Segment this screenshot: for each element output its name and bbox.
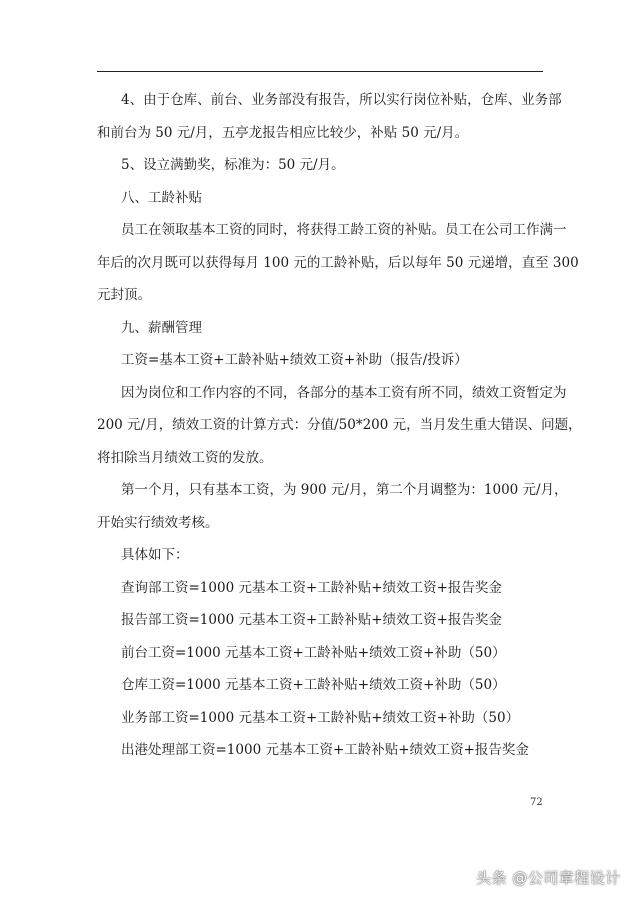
salary-item: 仓库工资=1000 元基本工资+工龄补贴+绩效工资+补助（50） bbox=[121, 677, 506, 693]
body-line: 将扣除当月绩效工资的发放。 bbox=[97, 449, 273, 466]
section-heading-seniority-allowance: 八、工龄补贴 bbox=[121, 189, 202, 206]
body-line: 具体如下： bbox=[121, 547, 189, 563]
document-body bbox=[97, 84, 582, 767]
salary-formula: 工资=基本工资+工龄补贴+绩效工资+补助（报告/投诉） bbox=[121, 352, 468, 368]
salary-item: 报告部工资=1000 元基本工资+工龄补贴+绩效工资+报告奖金 bbox=[121, 612, 502, 628]
body-line: 因为岗位和工作内容的不同，各部分的基本工资有所不同，绩效工资暂定为 bbox=[121, 384, 567, 401]
body-line: 元封顶。 bbox=[97, 287, 151, 303]
salary-item: 业务部工资=1000 元基本工资+工龄补贴+绩效工资+补助（50） bbox=[121, 709, 520, 726]
page-number: 72 bbox=[530, 797, 543, 808]
section-heading-salary-management: 九、薪酬管理 bbox=[121, 319, 202, 336]
watermark: 头条 @公司章程设计 bbox=[476, 869, 621, 887]
body-line: 员工在领取基本工资的同时，将获得工龄工资的补贴。员工在公司工作满一 bbox=[121, 222, 567, 238]
body-line: 200 元/月，绩效工资的计算方式：分值/50*200 元，当月发生重大错误、问题， bbox=[97, 417, 582, 433]
body-line: 和前台为 50 元/月，五亭龙报告相应比较少，补贴 50 元/月。 bbox=[97, 124, 469, 141]
body-line: 5、设立满勤奖，标准为：50 元/月。 bbox=[121, 157, 345, 173]
body-line: 4、由于仓库、前台、业务部没有报告，所以实行岗位补贴，仓库、业务部 bbox=[121, 92, 562, 108]
header-rule bbox=[97, 71, 543, 72]
salary-item: 查询部工资=1000 元基本工资+工龄补贴+绩效工资+报告奖金 bbox=[121, 579, 502, 596]
body-line: 第一个月，只有基本工资，为 900 元/月，第二个月调整为：1000 元/月， bbox=[121, 482, 568, 498]
salary-item: 前台工资=1000 元基本工资+工龄补贴+绩效工资+补助（50） bbox=[121, 644, 506, 661]
body-line: 年后的次月既可以获得每月 100 元的工龄补贴，后以每年 50 元递增，直至 300 bbox=[97, 254, 579, 271]
salary-item: 出港处理部工资=1000 元基本工资+工龄补贴+绩效工资+报告奖金 bbox=[121, 742, 529, 758]
body-line: 开始实行绩效考核。 bbox=[97, 514, 219, 531]
